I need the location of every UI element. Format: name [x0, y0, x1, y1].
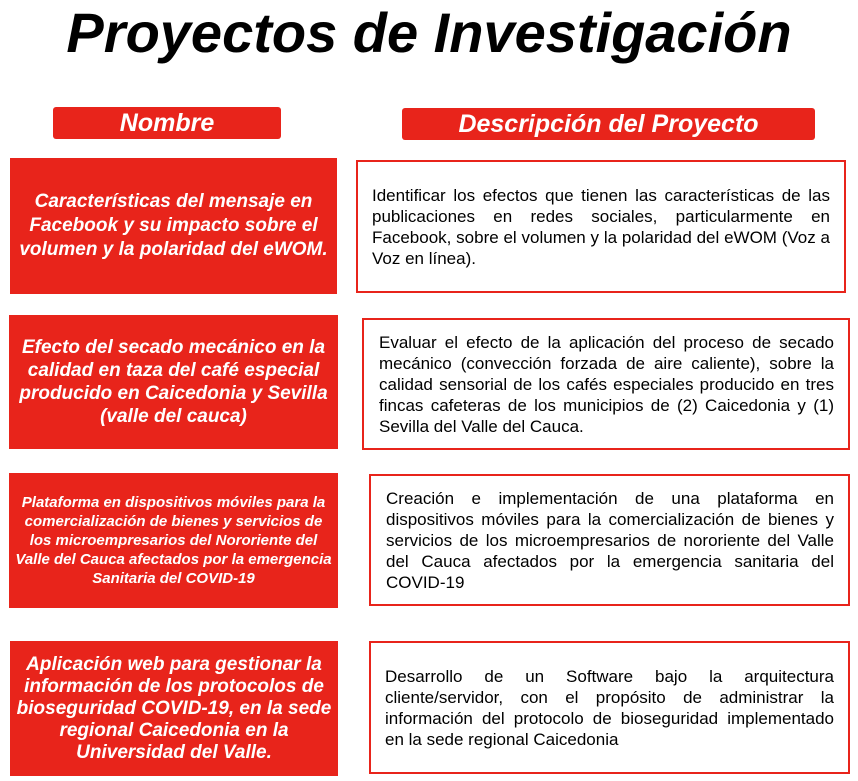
- project-name: Efecto del secado mecánico en la calidad en taza del café especial producido en Caicedonia y Sevilla (valle del cauca): [19, 337, 328, 427]
- description-column-header: Descripción del Proyecto: [402, 108, 815, 140]
- page-title: Proyectos de Investigación: [66, 1, 792, 64]
- project-description-box: [369, 641, 850, 774]
- project-description: Desarrollo de un Software bajo la arquitectura cliente/servidor, con el propósito de administrar la información del protocolo de bioseguridad implementado en la sede regional Caicedonia: [385, 666, 834, 749]
- project-description: Evaluar el efecto de la aplicación del proceso de secado mecánico (convección forzada de aire caliente), sobre la calidad sensorial de los cafés especiales producido en tres fincas cafeteras de los municipios de (2) Caicedonia y (1) Sevilla del Valle del Cauca.: [379, 332, 834, 436]
- project-name-box: [10, 641, 338, 776]
- project-name-box: [9, 315, 338, 449]
- project-name: Plataforma en dispositivos móviles para la comercialización de bienes y servicios de los microempresarios del Nororiente del Valle del Cauca afectados por la emergencia Sanitaria del COVID-19: [15, 494, 332, 587]
- project-description: Identificar los efectos que tienen las características de las publicaciones en redes sociales, particularmente en Facebook, sobre el volumen y la polaridad del eWOM (Voz a Voz en línea).: [372, 185, 830, 268]
- project-name-box: [10, 158, 337, 294]
- project-name: Características del mensaje en Facebook y su impacto sobre el volumen y la polaridad del eWOM.: [19, 191, 328, 260]
- project-description-box: [369, 474, 850, 606]
- project-description-box: [362, 318, 850, 450]
- project-description-box: [356, 160, 846, 293]
- project-name: Aplicación web para gestionar la información de los protocolos de bioseguridad COVID-19, en la sede regional Caicedonia en la Universidad del Valle.: [16, 653, 332, 763]
- name-column-header: Nombre: [53, 107, 281, 139]
- project-name-box: [9, 473, 338, 608]
- project-description: Creación e implementación de una plataforma en dispositivos móviles para la comercialización de bienes y servicios de los microempresarios de nororiente del Valle del Cauca afectados por la emergencia sanitaria del COVID-19: [386, 488, 834, 592]
